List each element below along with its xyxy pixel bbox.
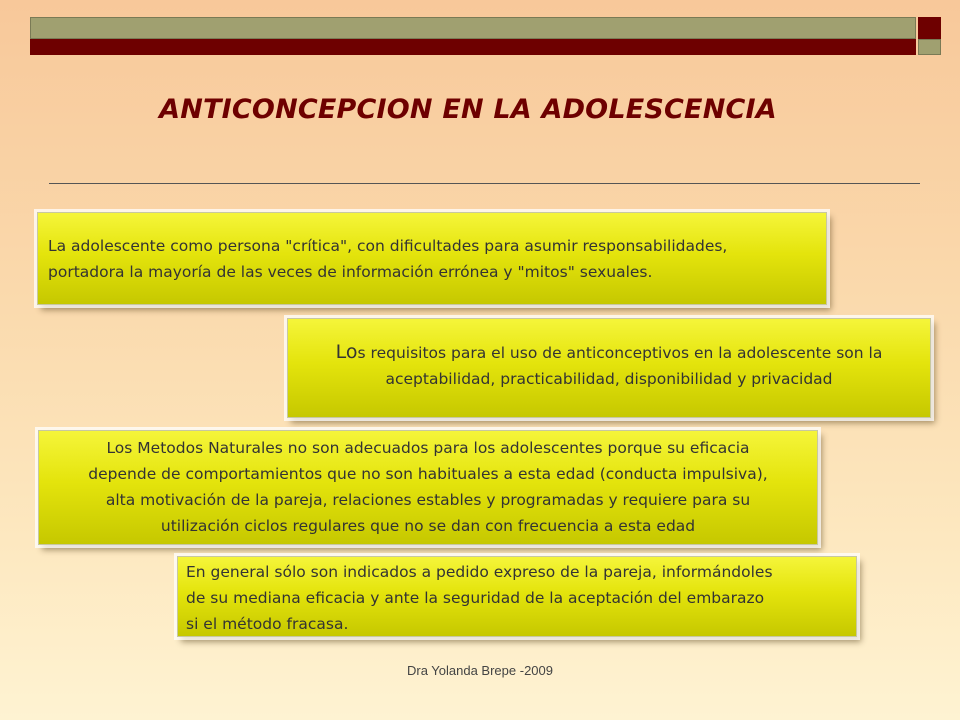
text-box-adolescente	[37, 212, 827, 305]
text-line: utilización ciclos regulares que no se dan con frecuencia a esta edad	[160, 517, 696, 535]
text-line: alta motivación de la pareja, relaciones estables y programadas y requiere para su	[105, 491, 751, 509]
text-line: Los Metodos Naturales no son adecuados para los adolescentes porque su eficacia	[106, 439, 750, 457]
header-bar-maroon	[30, 39, 916, 55]
text-line: La adolescente como persona "crítica", con dificultades para asumir responsabilidades,	[48, 237, 728, 255]
text-segment: s requisitos para el uso de anticonceptivos en la adolescente son la	[357, 344, 883, 362]
text-line: depende de comportamientos que no son habituales a esta edad (conducta impulsiva),	[88, 465, 768, 483]
text-line: de su mediana eficacia y ante la seguridad de la aceptación del embarazo	[186, 589, 765, 607]
slide-title: ANTICONCEPCION EN LA ADOLESCENCIA	[159, 94, 777, 125]
text-box-requisitos	[287, 318, 931, 418]
text-line: aceptabilidad, practicabilidad, disponibilidad y privacidad	[385, 370, 833, 388]
text-line: portadora la mayoría de las veces de información errónea y "mitos" sexuales.	[48, 263, 653, 281]
text-box-en-general	[177, 556, 857, 637]
header-square-maroon	[918, 17, 941, 39]
header-bar-olive	[30, 17, 916, 39]
title-divider	[49, 183, 920, 184]
text-lead: Lo	[335, 341, 358, 363]
footer-credit: Dra Yolanda Brepe -2009	[406, 663, 553, 678]
header-square-olive	[918, 39, 941, 55]
text-line: si el método fracasa.	[186, 615, 349, 633]
text-line: En general sólo son indicados a pedido expreso de la pareja, informándoles	[186, 563, 773, 581]
text-box-metodos-naturales	[38, 430, 818, 545]
text-line	[296, 339, 922, 366]
